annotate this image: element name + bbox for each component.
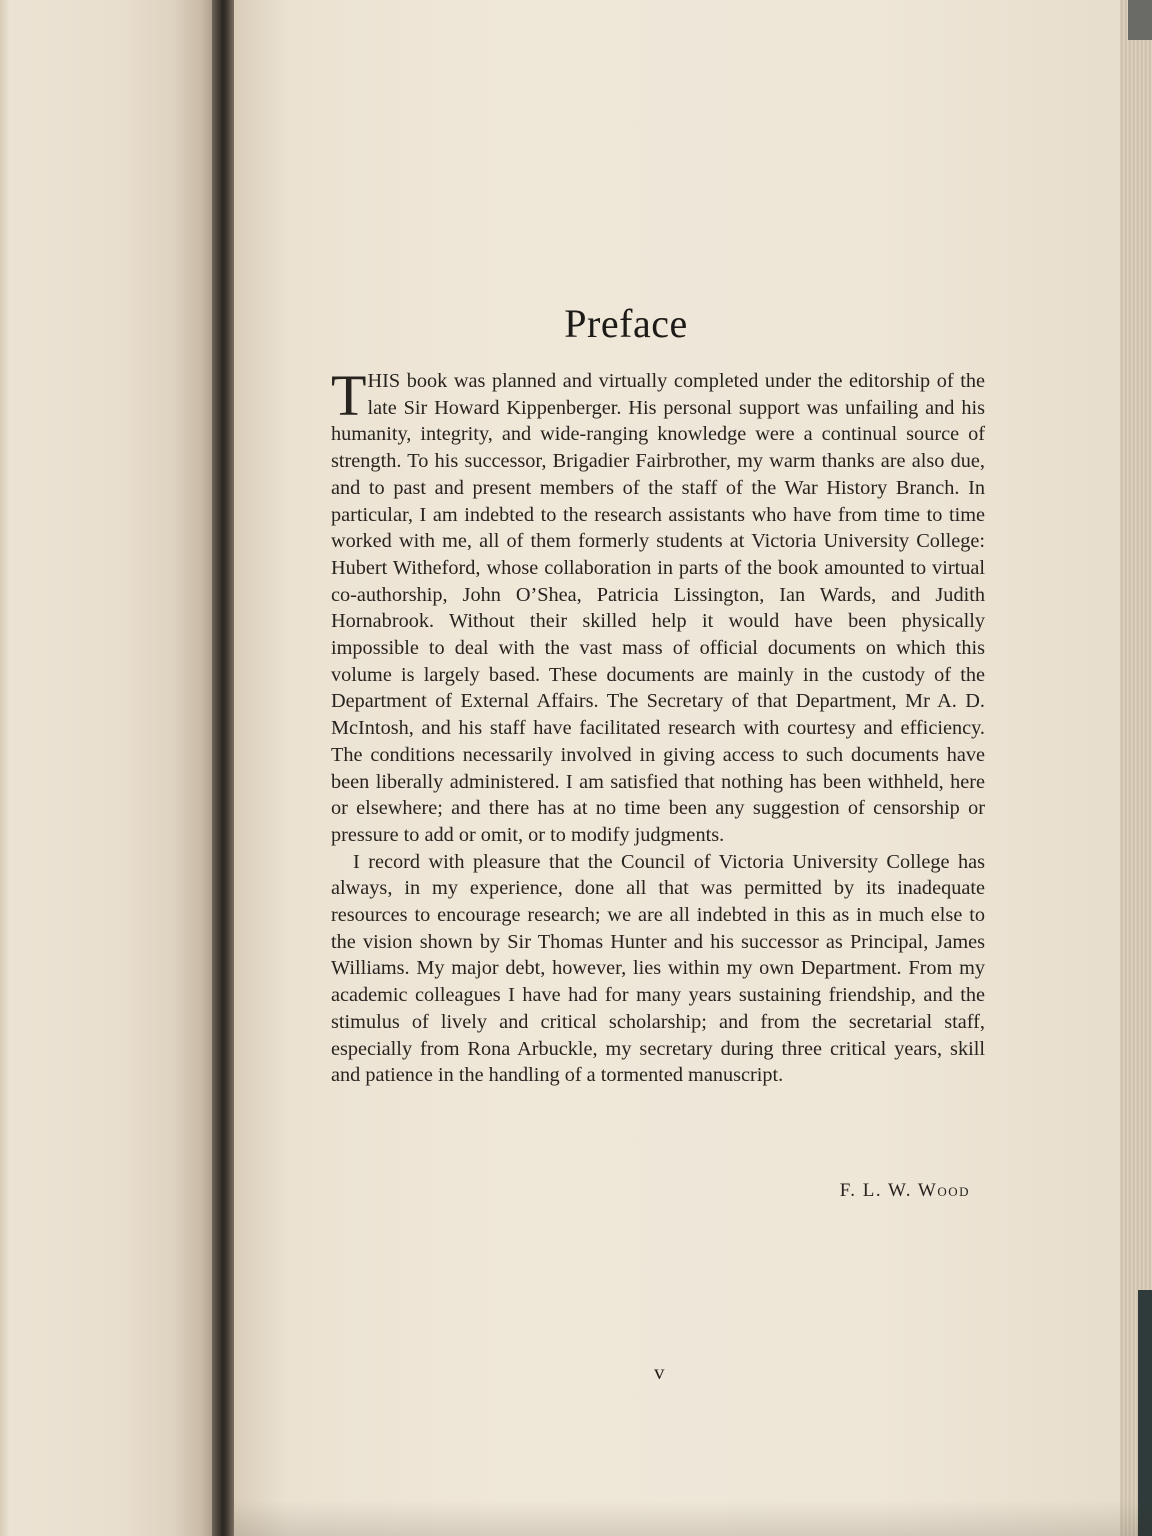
book-cover-corner <box>1128 0 1152 40</box>
drop-cap: T <box>331 363 367 428</box>
paragraph-1-text: HIS book was planned and virtually completed under the editorship of the late Sir Howard Kippenberger. His personal support was unfailing and his humanity, integrity, and wide-ranging knowledge were a continual source of strength. To his successor, Brigadier Fairbrother, my warm thanks are also due, and to past and present members of the staff of the War History Branch. In particular, I am indebted to the research assistants who have from time to time worked with me, all of them formerly students at Victoria University College: Hubert Witheford, whose collaboration in parts of the book amounted to virtual co-authorship, John O’Shea, Patricia Lissington, Ian Wards, and Judith Hornabrook. Without their skilled help it would have been physically impossible to deal with the vast mass of official documents on which this volume is largely based. These documents are mainly in the custody of the Department of External Affairs. The Secretary of that Department, Mr A. D. McIntosh, and his staff have facilitated research with courtesy and efficiency. The conditions necessarily involved in giving access to such documents have been liberally administered. I am satisfied that nothing has been withheld, here or elsewhere; and there has at no time been any suggestion of censorship or pressure to add or omit, or to modify judgments. <box>331 370 985 846</box>
page-shadow <box>234 1500 1152 1536</box>
author-signature: F. L. W. Wood <box>839 1180 970 1201</box>
page-title: Preface <box>564 301 688 346</box>
preface-body <box>331 363 985 1089</box>
left-page <box>0 0 216 1536</box>
book-gutter <box>212 0 236 1536</box>
paragraph-2: I record with pleasure that the Council of Victoria University College has always, in my experience, done all that was permitted by its inadequate resources to encourage research; we are all indebted in this as in much else to the vision shown by Sir Thomas Hunter and his successor as Principal, James Williams. My major debt, however, lies within my own Department. From my academic colleagues I have had for many years sustaining friendship, and the stimulus of lively and critical scholarship; and from the secretarial staff, especially from Rona Arbuckle, my secretary during three critical years, skill and patience in the handling of a tormented manuscript. <box>331 850 985 1087</box>
page-number: v <box>654 1360 665 1384</box>
left-page-edge <box>0 0 10 1536</box>
paragraph-1 <box>331 363 985 849</box>
